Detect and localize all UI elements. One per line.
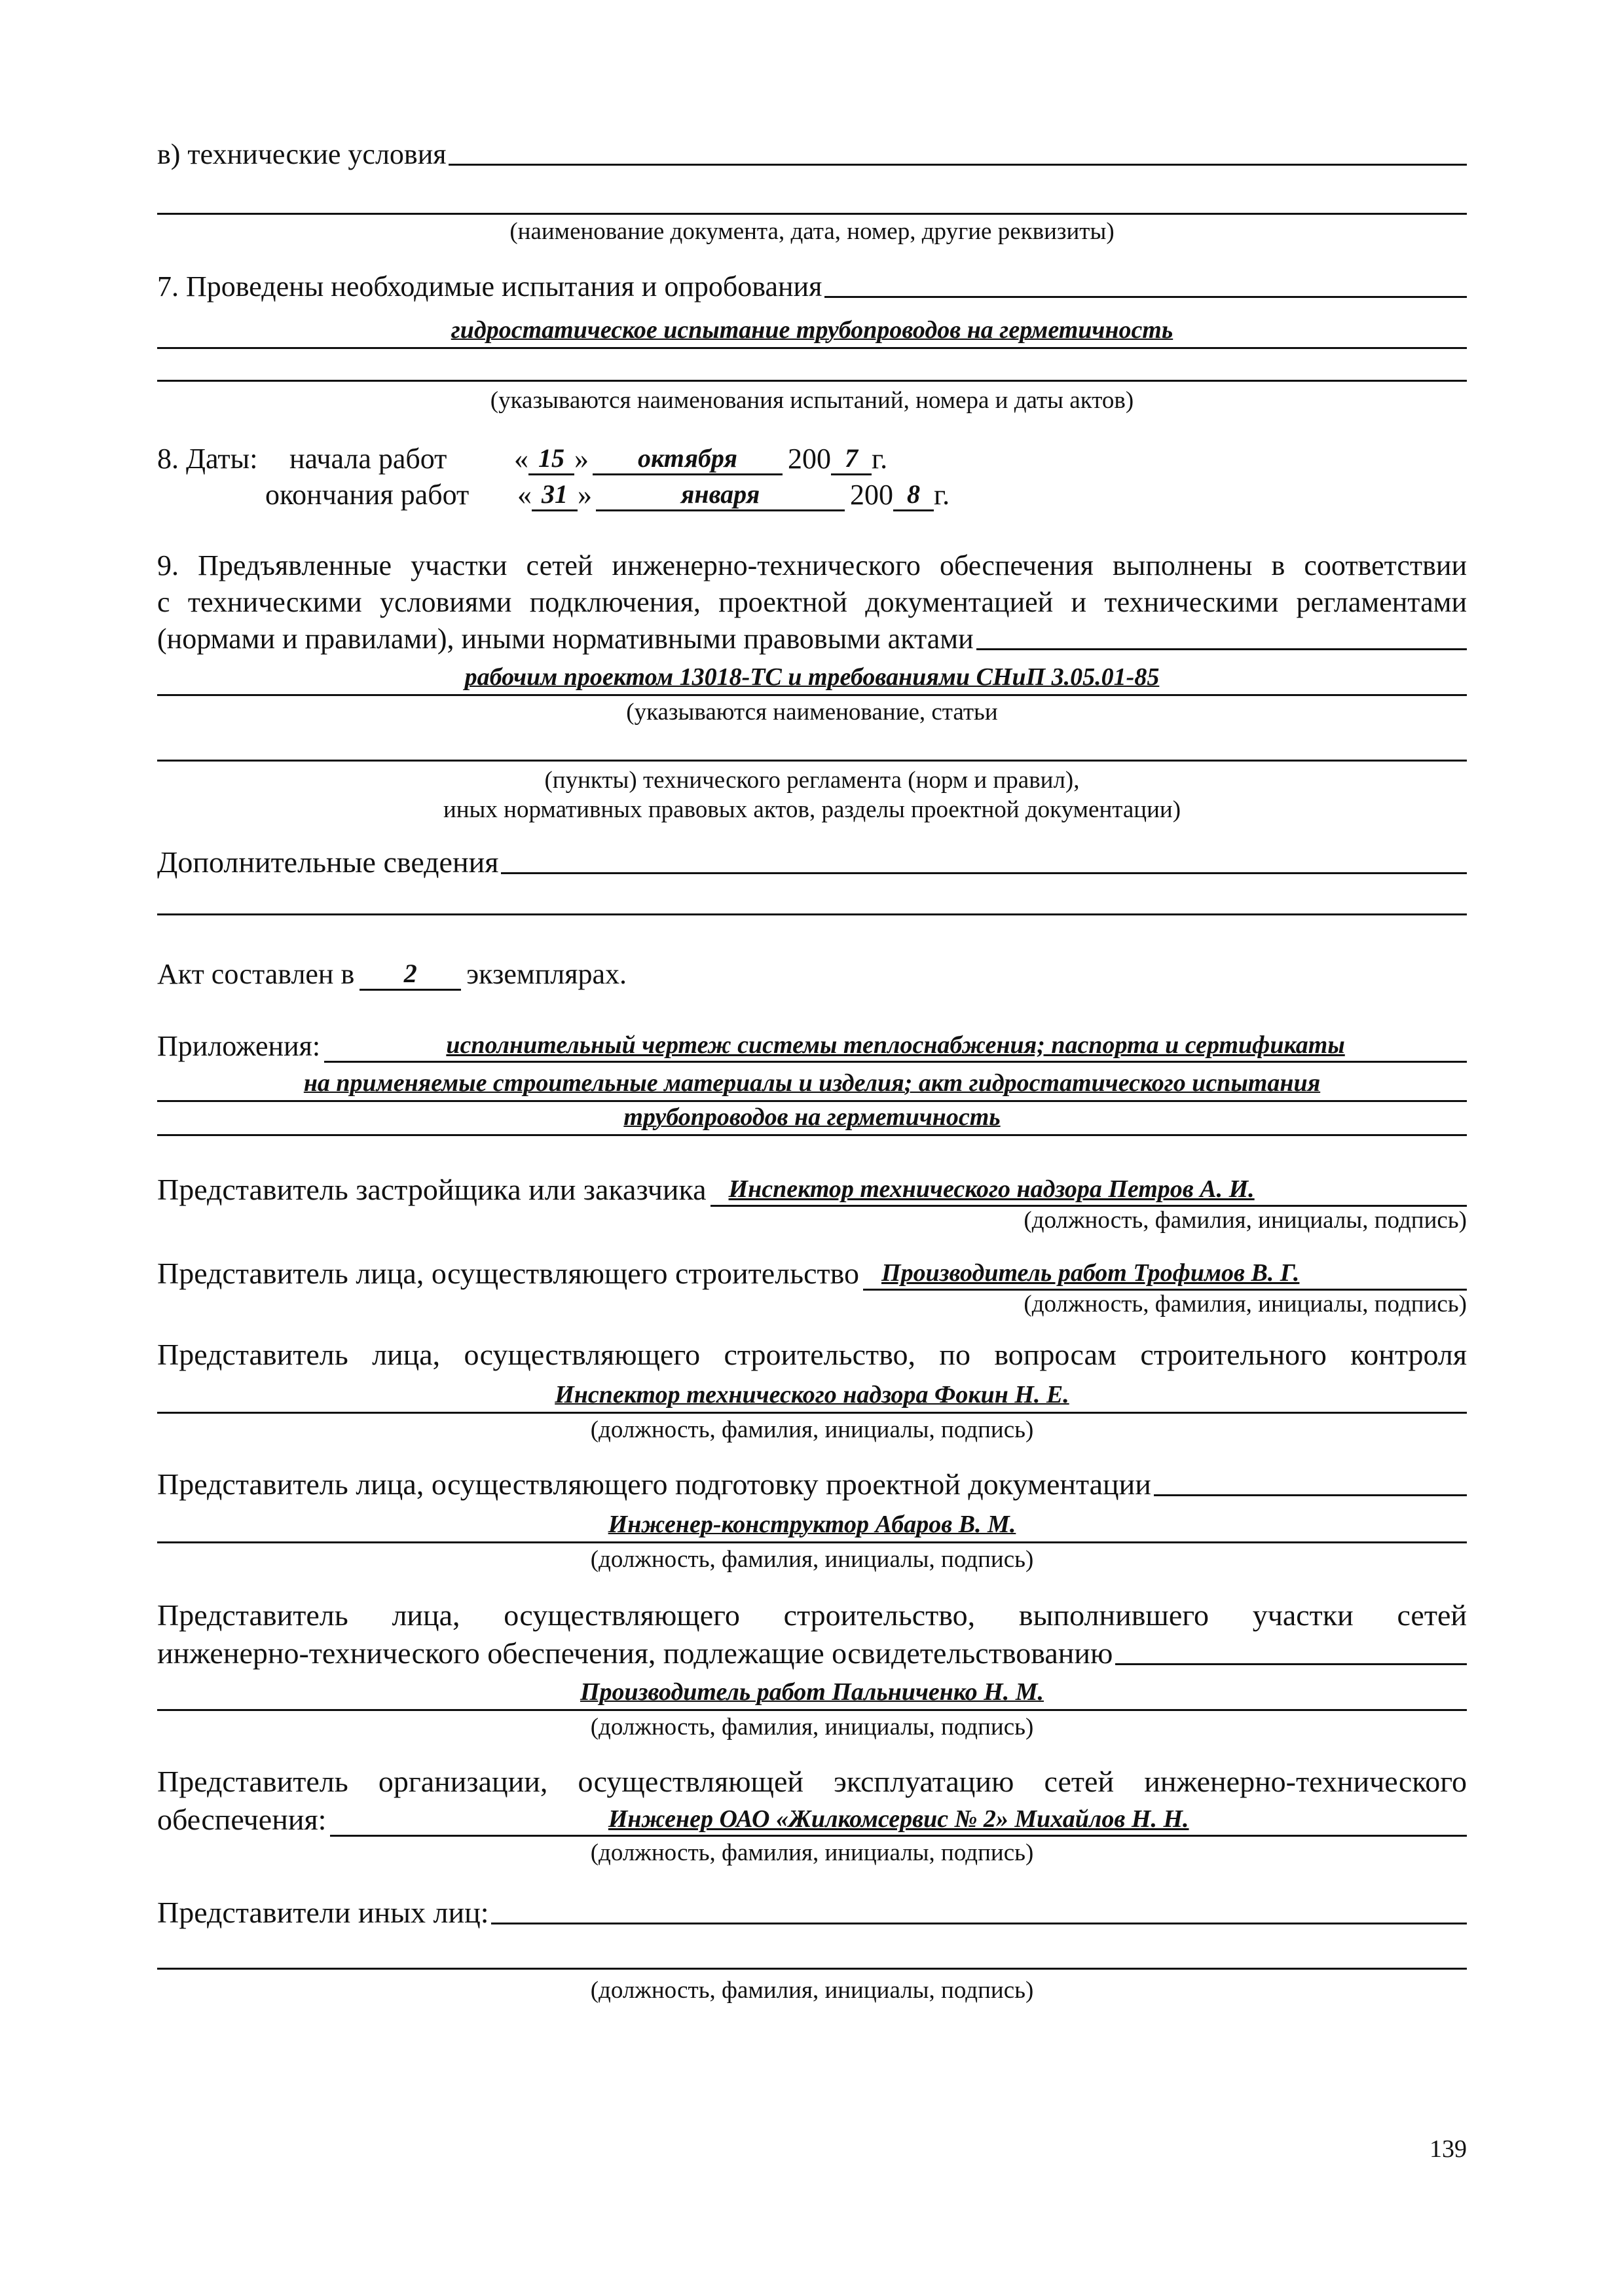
tech-conditions-label: в) технические условия <box>157 138 447 170</box>
start-quote-open: « <box>514 443 528 475</box>
section9-field[interactable] <box>976 648 1467 650</box>
section9-line1 <box>157 549 1467 582</box>
additional-field[interactable] <box>501 872 1467 874</box>
copies-label-before: Акт составлен в <box>157 958 355 990</box>
copies-value[interactable]: 2 <box>360 959 461 991</box>
others-field[interactable] <box>491 1923 1467 1924</box>
attachments-text1: исполнительный чертеж системы теплоснабжения; паспорта и сертификаты <box>446 1031 1345 1059</box>
tech-conditions-rule <box>157 213 1467 215</box>
design-value: Инженер-конструктор Абаров В. М. <box>608 1511 1016 1538</box>
section9-caption2: (пункты) технического регламента (норм и правил), <box>544 767 1080 794</box>
control-value-line[interactable] <box>157 1378 1467 1414</box>
attachments-value1[interactable] <box>324 1029 1467 1063</box>
start-day[interactable]: 15 <box>528 443 574 475</box>
operator-line2 <box>157 1802 1467 1837</box>
copies-label-after: экземплярах. <box>466 958 627 990</box>
others-caption: (должность, фамилия, инициалы, подпись) <box>590 1977 1034 2004</box>
control-line <box>157 1337 1467 1372</box>
end-quote-close: » <box>578 479 592 511</box>
end-quote-open: « <box>517 479 532 511</box>
builder-line <box>157 1256 1467 1291</box>
tech-conditions-field[interactable] <box>449 164 1467 166</box>
end-month[interactable]: января <box>596 479 845 511</box>
builder-label: Представитель лица, осуществляющего строительство <box>157 1257 860 1290</box>
attachments-line1 <box>157 1029 1467 1063</box>
performer-line2 <box>157 1636 1467 1670</box>
section7-rule <box>157 380 1467 382</box>
performer-value-line[interactable] <box>157 1675 1467 1711</box>
section9-caption1: (указываются наименование, статьи <box>626 699 998 726</box>
design-field[interactable] <box>1154 1494 1467 1496</box>
start-year-digit[interactable]: 7 <box>831 443 872 475</box>
others-label: Представители иных лиц: <box>157 1896 489 1929</box>
section9-line2 <box>157 585 1467 619</box>
operator-caption: (должность, фамилия, инициалы, подпись) <box>590 1839 1034 1866</box>
end-day[interactable]: 31 <box>532 479 578 511</box>
attachments-value-line3[interactable] <box>157 1100 1467 1136</box>
section9-value-line[interactable] <box>157 660 1467 696</box>
start-year-suffix: г. <box>872 443 888 475</box>
developer-line <box>157 1172 1467 1207</box>
tech-conditions-caption: (наименование документа, дата, номер, другие реквизиты) <box>509 218 1115 245</box>
section7-value-line[interactable] <box>157 313 1467 349</box>
performer-label1: Представитель лица, осуществляющего строительство, выполнившего участки сетей <box>157 1598 1467 1632</box>
section9-caption3: иных нормативных правовых актов, разделы проектной документации) <box>443 796 1181 823</box>
builder-value: Производитель работ Трофимов В. Г. <box>881 1259 1300 1287</box>
attachments-label: Приложения: <box>157 1030 321 1062</box>
design-line <box>157 1467 1467 1501</box>
section9-line3 <box>157 622 1467 655</box>
additional-label: Дополнительные сведения <box>157 845 499 879</box>
end-label: окончания работ <box>265 479 470 511</box>
end-year-suffix: г. <box>934 479 950 511</box>
developer-caption: (должность, фамилия, инициалы, подпись) <box>1024 1207 1467 1234</box>
design-label: Представитель лица, осуществляющего подготовку проектной документации <box>157 1467 1151 1501</box>
end-year-prefix: 200 <box>850 479 893 511</box>
section9-text1: 9. Предъявленные участки сетей инженерно-технического обеспечения выполнены в соответствии <box>157 549 1467 581</box>
design-caption: (должность, фамилия, инициалы, подпись) <box>590 1546 1034 1573</box>
others-rule <box>157 1968 1467 1970</box>
builder-field[interactable] <box>863 1257 1467 1291</box>
performer-value: Производитель работ Пальниченко Н. М. <box>580 1678 1044 1706</box>
additional-rule <box>157 913 1467 915</box>
developer-field[interactable] <box>710 1173 1467 1207</box>
attachments-text3: трубопроводов на герметичность <box>623 1103 1001 1131</box>
section7-label: 7. Проведены необходимые испытания и опробования <box>157 270 822 303</box>
section7-line <box>157 270 1467 303</box>
performer-label2: инженерно-технического обеспечения, подлежащие освидетельствованию <box>157 1636 1113 1670</box>
design-value-line[interactable] <box>157 1507 1467 1543</box>
attachments-text2: на применяемые строительные материалы и изделия; акт гидростатического испытания <box>303 1069 1321 1097</box>
developer-value: Инспектор технического надзора Петров А. И. <box>728 1175 1255 1203</box>
start-quote-close: » <box>574 443 589 475</box>
section8-end-line <box>157 478 1074 511</box>
others-line <box>157 1895 1467 1930</box>
operator-label1: Представитель организации, осуществляющей эксплуатацию сетей инженерно-технического <box>157 1765 1467 1798</box>
section7-field[interactable] <box>824 296 1467 298</box>
tech-conditions-line <box>157 138 1467 171</box>
section7-value: гидростатическое испытание трубопроводов на герметичность <box>451 316 1173 344</box>
attachments-value-line2[interactable] <box>157 1066 1467 1102</box>
control-caption: (должность, фамилия, инициалы, подпись) <box>590 1416 1034 1443</box>
section7-caption: (указываются наименования испытаний, номера и даты актов) <box>490 387 1134 414</box>
section8-start-line <box>157 442 1074 475</box>
additional-line <box>157 845 1467 879</box>
section9-value: рабочим проектом 13018-ТС и требованиями СНиП 3.05.01-85 <box>464 663 1160 691</box>
document-page <box>157 0 1467 2282</box>
control-value: Инспектор технического надзора Фокин Н. Е. <box>555 1381 1069 1408</box>
operator-label2: обеспечения: <box>157 1803 327 1836</box>
section9-rule <box>157 760 1467 762</box>
operator-line1 <box>157 1764 1467 1799</box>
start-month[interactable]: октября <box>593 443 783 475</box>
copies-line <box>157 957 943 991</box>
start-year-prefix: 200 <box>788 443 831 475</box>
builder-caption: (должность, фамилия, инициалы, подпись) <box>1024 1291 1467 1317</box>
start-label: начала работ <box>289 443 447 475</box>
section9-text3: (нормами и правилами), иными нормативными правовыми актами <box>157 623 974 655</box>
end-year-digit[interactable]: 8 <box>893 479 934 511</box>
section9-text2: с техническими условиями подключения, проектной документацией и техническими регламентами <box>157 586 1467 618</box>
operator-value: Инженер ОАО «Жилкомсервис № 2» Михайлов Н. Н. <box>608 1805 1189 1833</box>
performer-field[interactable] <box>1115 1663 1467 1665</box>
page-number: 139 <box>1430 2135 1467 2163</box>
control-label: Представитель лица, осуществляющего строительство, по вопросам строительного контроля <box>157 1338 1467 1371</box>
developer-label: Представитель застройщика или заказчика <box>157 1173 707 1206</box>
operator-field[interactable] <box>330 1803 1467 1837</box>
section8-label: 8. Даты: <box>157 443 258 475</box>
performer-caption: (должность, фамилия, инициалы, подпись) <box>590 1714 1034 1740</box>
performer-line1 <box>157 1598 1467 1632</box>
